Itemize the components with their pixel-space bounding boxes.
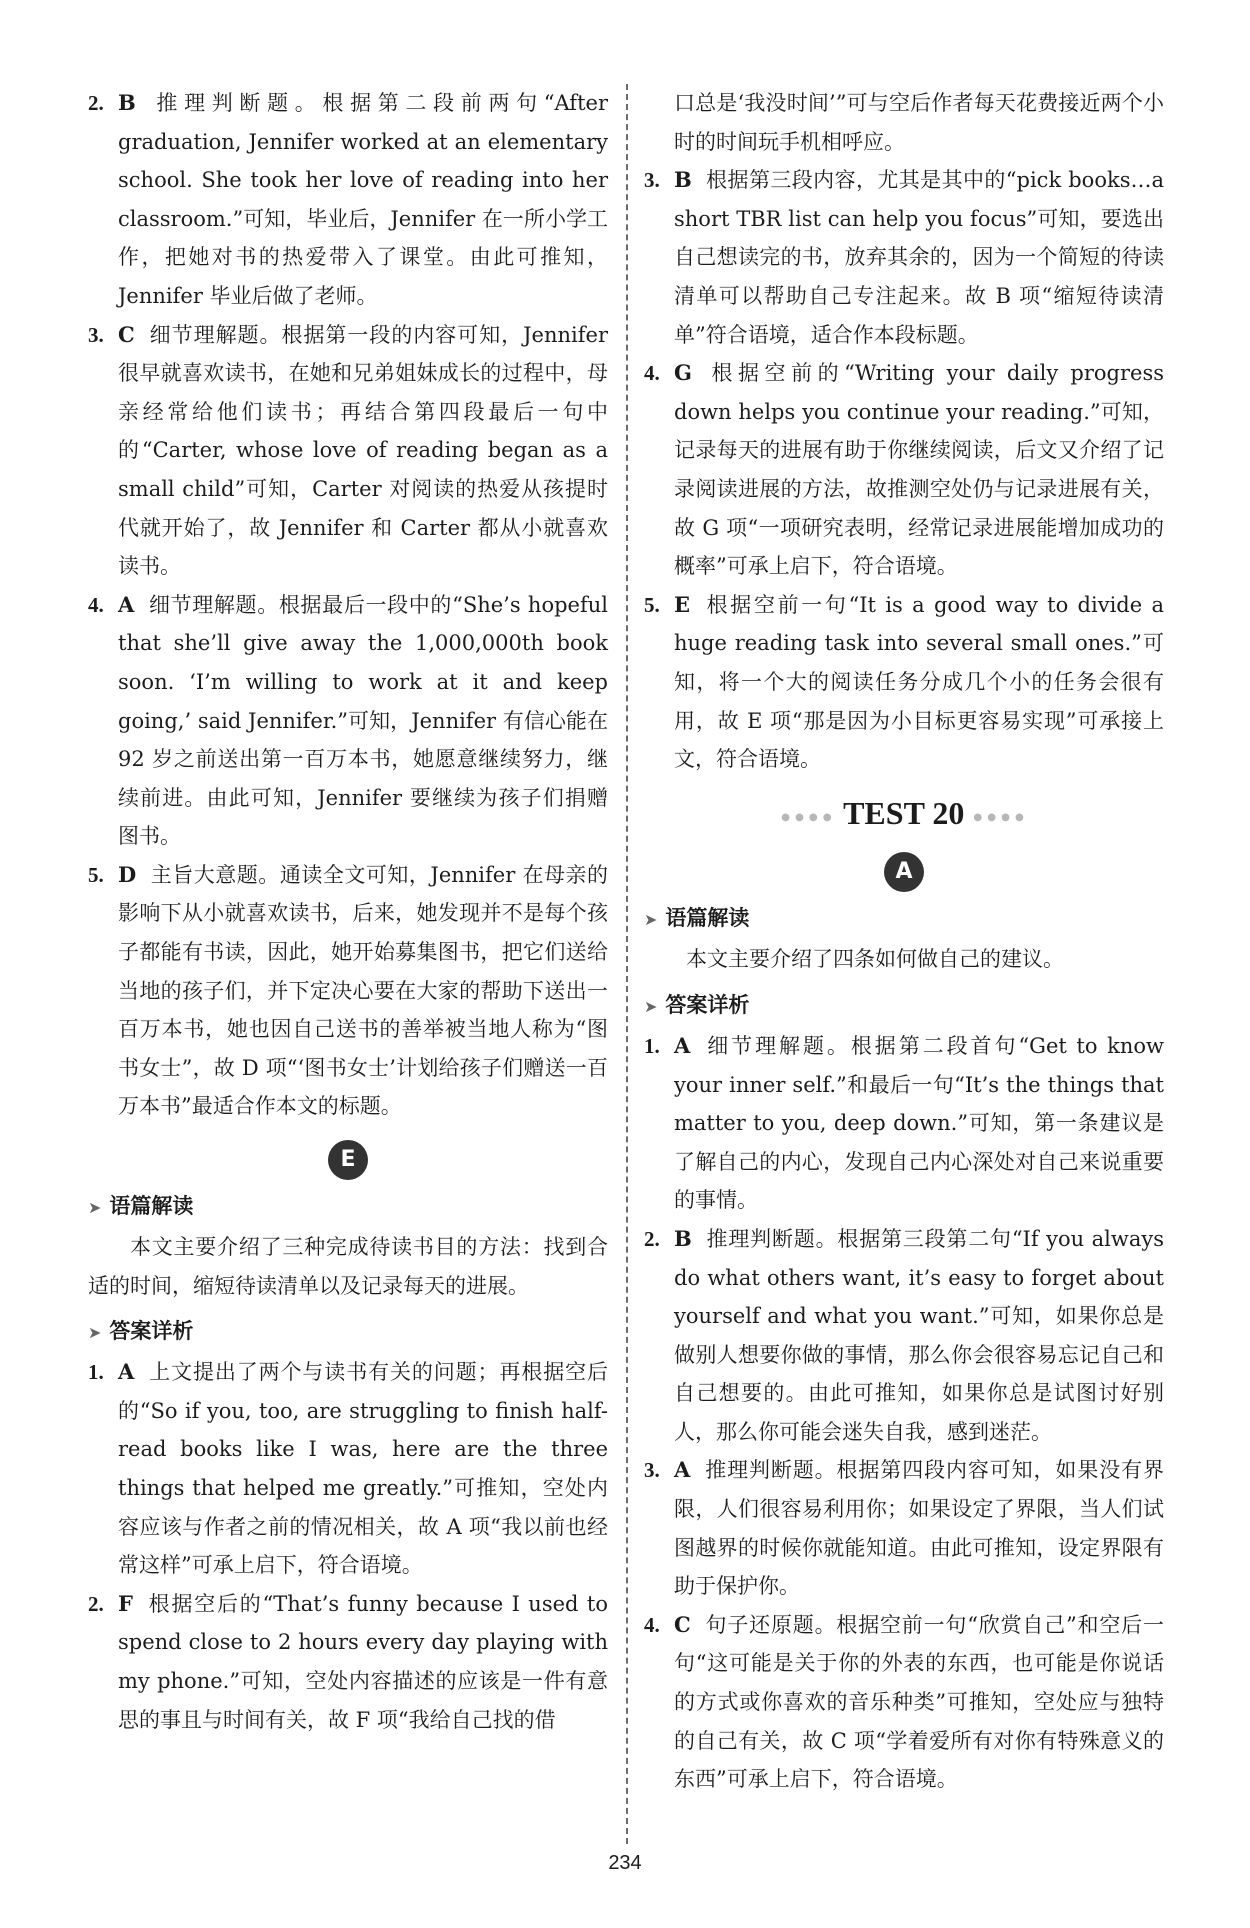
answer-letter: B <box>674 167 692 193</box>
arrow-icon: ➤ <box>88 1198 102 1218</box>
item-number: 4. <box>88 592 104 617</box>
answer-letter: C <box>674 1611 691 1637</box>
item-number: 2. <box>644 1226 660 1251</box>
answer-item <box>644 354 1164 586</box>
item-number: 3. <box>88 322 104 347</box>
previous-passage-answers <box>88 84 608 1126</box>
explanation-text: 主旨大意题。通读全文可知，Jennifer 在母亲的影响下从小就喜欢读书，后来，她发现并不是每个孩子都能有书读，因此，她开始募集图书，把它们送给当地的孩子们，并下定决心要在大家的帮助下送出一百万本书，她也因自己送书的善举被当地人称为“图书女士”，故 D 项“‘图书女士’计划给孩子们赠送一百万本书”最适合作本文的标题。 <box>118 862 608 1119</box>
item-number: 3. <box>644 168 660 193</box>
column-divider <box>626 84 628 1844</box>
answer-item <box>644 1451 1164 1605</box>
item-number: 4. <box>644 1612 660 1637</box>
answer-letter: A <box>118 1359 135 1385</box>
test-title: ●●●● TEST 20 ●●●● <box>780 794 1028 831</box>
passage-e-badge: E <box>328 1140 368 1180</box>
answer-item <box>88 586 608 856</box>
explanation-text: 细节理解题。根据最后一段中的“She’s hopeful that she’ll give away the 1,000,000th book soon. ‘I’m willing to work at it and keep going,’ said Jennifer.”可知，Jennifer 有信心能在 92 岁之前送出第一百万本书，她愿意继续努力，继续前进。由此可知，Jennifer 要继续为孩子们捐赠图书。 <box>118 592 608 849</box>
item-number: 5. <box>644 592 660 617</box>
explanation-text: 根据空前一句“It is a good way to divide a huge reading task into several small ones.”可知，将一个大的阅读任务分成几个小的任务会很有用，故 E 项“那是因为小目标更容易实现”可承接上文，符合语境。 <box>674 592 1164 772</box>
passage-e-answers-continued <box>644 161 1164 779</box>
explanation-text: 句子还原题。根据空前一句“欣赏自己”和空后一句“这可能是关于你的外表的东西，也可能是你说话的方式或你喜欢的音乐种类”可推知，空处应与独特的自己有关，故 C 项“学着爱所有对你有特殊意义的东西”可承上启下，符合语境。 <box>674 1612 1164 1792</box>
item-number: 4. <box>644 361 660 386</box>
left-column <box>88 84 608 1739</box>
passage-a-summary: 本文主要介绍了四条如何做自己的建议。 <box>686 947 1064 972</box>
answer-item <box>644 1027 1164 1220</box>
explanation-text: 根据空后的“That’s funny because I used to spend close to 2 hours every day playing with my phone.”可知，空处内容描述的应该是一件有意思的事且与时间有关，故 F 项“我给自己找的借 <box>118 1591 608 1732</box>
dots-decoration: ●●●● <box>780 806 836 827</box>
answer-letter: A <box>118 591 135 617</box>
item-number: 2. <box>88 1591 104 1616</box>
explanation-text: 细节理解题。根据第一段的内容可知，Jennifer 很早就喜欢读书，在她和兄弟姐妹成长的过程中，母亲经常给他们读书；再结合第四段最后一句中的“Carter, whose love of reading began as a small child”可知，Carter 对阅读的热爱从孩提时代就开始了，故 Jennifer 和 Carter 都从小就喜欢读书。 <box>118 322 608 579</box>
answer-letter: E <box>674 591 691 617</box>
answer-item <box>644 1606 1164 1799</box>
continued-text: 口总是‘我没时间’”可与空后作者每天花费接近两个小时的时间玩手机相呼应。 <box>674 91 1164 154</box>
passage-a-badge: A <box>884 852 924 892</box>
answer-letter: C <box>118 321 135 347</box>
answer-letter: F <box>118 1590 133 1616</box>
passage-a-answers-heading: ➤ 答案详析 <box>644 992 750 1017</box>
answer-item <box>644 586 1164 779</box>
explanation-text: 根据空前的“Writing your daily progress down helps you continue your reading.”可知，记录每天的进展有助于你继续阅读，后文又介绍了记录阅读进展的方法，故推测空处仍与记录进展有关，故 G 项“一项研究表明，经常记录进展能增加成功的概率”可承上启下，符合语境。 <box>674 361 1164 579</box>
answer-item <box>88 856 608 1126</box>
explanation-text: 上文提出了两个与读书有关的问题；再根据空后的“So if you, too, are struggling to finish half-read books like I was, here are the three things that helped me greatly.”可推知，空处内容应该与作者之前的情况相关，故 A 项“我以前也经常这样”可承上启下，符合语境。 <box>118 1360 608 1578</box>
dots-decoration: ●●●● <box>972 806 1028 827</box>
passage-e-answers-heading: ➤ 答案详析 <box>88 1319 194 1344</box>
passage-e-summary: 本文主要介绍了三种完成待读书目的方法：找到合适的时间，缩短待读清单以及记录每天的进展。 <box>88 1235 608 1298</box>
answer-letter: B <box>674 1225 692 1251</box>
explanation-text: 根据第三段内容，尤其是其中的“pick books…a short TBR list can help you focus”可知，要选出自己想读完的书，放弃其余的，因为一个简短的待读清单可以帮助自己专注起来。故 B 项“缩短待读清单”符合语境，适合作本段标题。 <box>674 168 1164 347</box>
explanation-text: 细节理解题。根据第二段首句“Get to know your inner self.”和最后一句“It’s the things that matter to you, deep down.”可知，第一条建议是了解自己的内心，发现自己内心深处对自己来说重要的事情。 <box>674 1033 1164 1213</box>
item-number: 2. <box>88 91 104 115</box>
answer-item <box>88 1353 608 1585</box>
answer-item <box>88 316 608 586</box>
answer-item <box>88 1585 608 1739</box>
passage-a-summary-heading: ➤ 语篇解读 <box>644 906 750 931</box>
passage-e-summary-heading: ➤ 语篇解读 <box>88 1194 194 1219</box>
page-number: 234 <box>608 1852 642 1874</box>
arrow-icon: ➤ <box>88 1323 102 1343</box>
item-number: 1. <box>644 1033 660 1058</box>
item-number: 1. <box>88 1360 104 1385</box>
arrow-icon: ➤ <box>644 910 658 930</box>
answer-item <box>88 84 608 316</box>
answer-letter: D <box>118 861 137 887</box>
answer-item <box>644 161 1164 354</box>
explanation-text: 推理判断题。根据第四段内容可知，如果没有界限，人们很容易利用你；如果设定了界限，当人们试图越界的时候你就能知道。由此可推知，设定界限有助于保护你。 <box>674 1458 1164 1599</box>
answer-letter: A <box>674 1032 691 1058</box>
item-number: 5. <box>88 862 104 887</box>
answer-letter: A <box>674 1457 691 1483</box>
answer-letter: G <box>674 360 692 386</box>
right-column <box>644 84 1164 1799</box>
explanation-text: 推理判断题。根据第三段第二句“If you always do what others want, it’s easy to forget about yourself and what you want.”可知，如果你总是做别人想要你做的事情，那么你会很容易忘记自己和自己想要的。由此可推知，如果你总是试图讨好别人，那么你可能会迷失自我，感到迷茫。 <box>674 1226 1164 1444</box>
answer-letter: B <box>118 90 136 115</box>
explanation-text: 推理判断题。根据第二段前两句“After graduation, Jennifer worked at an elementary school. She took her love of reading into her classroom.”可知，毕业后，Jennifer 在一所小学工作，把她对书的热爱带入了课堂。由此可推知，Jennifer 毕业后做了老师。 <box>118 91 608 308</box>
answer-item <box>644 1220 1164 1452</box>
arrow-icon: ➤ <box>644 996 658 1016</box>
item-number: 3. <box>644 1458 660 1483</box>
passage-a-answers <box>644 1027 1164 1799</box>
passage-e-answers <box>88 1353 608 1739</box>
